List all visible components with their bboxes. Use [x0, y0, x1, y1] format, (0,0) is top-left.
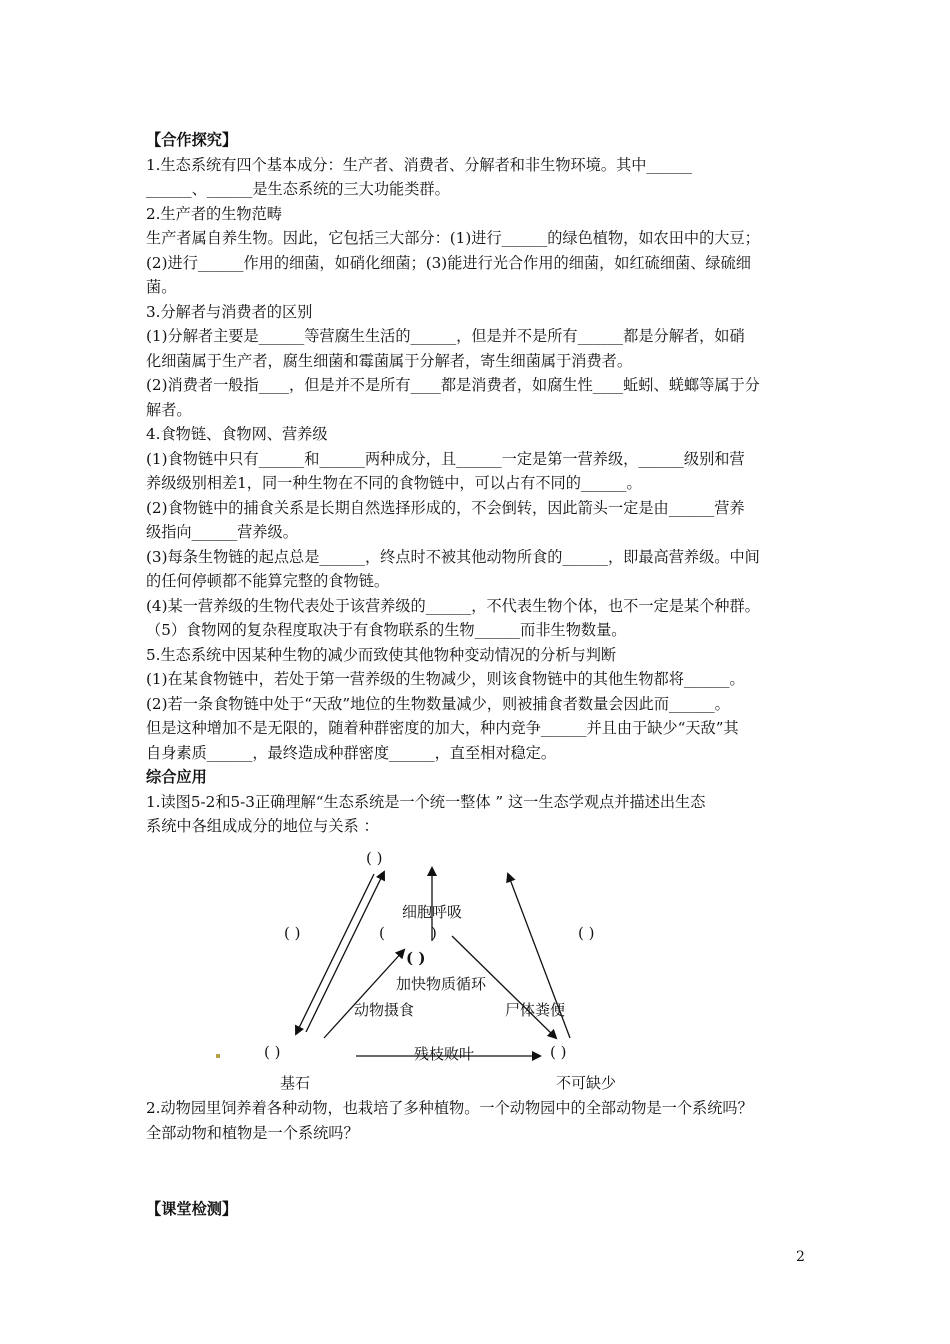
text-line: 4.食物链、食物网、营养级 — [146, 425, 328, 443]
label-litter: 残枝败叶 — [414, 1045, 475, 1063]
diagram-arrows — [146, 846, 816, 1096]
label-indispensable: 不可缺少 — [556, 1074, 617, 1092]
text-line: （5）食物网的复杂程度取决于有食物联系的生物______而非生物数量。 — [146, 621, 627, 639]
text-line: ______、______是生态系统的三大功能类群。 — [146, 180, 450, 198]
text-line: 2.动物园里饲养着各种动物，也栽培了多种植物。一个动物园中的全部动物是一个系统吗？ — [146, 1099, 753, 1117]
label-carcass: 尸体粪便 — [505, 1001, 566, 1019]
ecosystem-diagram — [146, 846, 816, 1096]
text-line: 养级级别相差1，同一种生物在不同的食物链中，可以占有不同的______。 — [146, 474, 642, 492]
text-line: 化细菌属于生产者，腐生细菌和霉菌属于分解者，寄生细菌属于消费者。 — [146, 351, 632, 370]
text-line: (1)食物链中只有______和______两种成分，且______一定是第一营养级，______级别和营 — [146, 449, 745, 468]
center-right-bracket: ) — [431, 924, 437, 942]
text-line: (3)每条生物链的起点总是______，终点时不被其他动物所食的______，即最高营养级。中间 — [146, 547, 760, 566]
text-line: 生产者属自养生物。因此，它包括三大部分：(1)进行______的绿色植物，如农田中的大豆； — [146, 229, 760, 247]
label-accelerate-cycle: 加快物质循环 — [396, 975, 487, 993]
text-line: 系统中各组成成分的地位与关系 ： — [146, 817, 379, 835]
left-mid-bracket: ( ) — [284, 924, 301, 942]
text-line: (2)食物链中的捕食关系是长期自然选择形成的，不会倒转，因此箭头一定是由______营养 — [146, 498, 745, 517]
label-foundation: 基石 — [280, 1074, 311, 1092]
text-line: (2)进行______作用的细菌，如硝化细菌；(3)能进行光合作用的细菌，如红硫细菌、绿硫细 — [146, 253, 751, 272]
text-line: 级指向______营养级。 — [146, 523, 298, 541]
right-mid-bracket: ( ) — [578, 924, 595, 942]
text-line: 1.读图5-2和5-3正确理解“生态系统是一个统一整体 ” 这一生态学观点并描述出生态 — [146, 792, 706, 811]
section-heading-application: 综合应用 — [146, 768, 207, 786]
decorative-dot — [216, 1054, 220, 1058]
text-line: 1.生态系统有四个基本成分：生产者、消费者、分解者和非生物环境。其中______ — [146, 155, 693, 174]
question-2 — [146, 1096, 816, 1145]
center-bracket: ( ) — [406, 949, 426, 967]
text-line: 菌。 — [146, 278, 177, 296]
text-line: (2)若一条食物链中处于“天敌”地位的生物数量减少，则被捕食者数量会因此而______。 — [146, 694, 730, 713]
text-line: (1)在某食物链中，若处于第一营养级的生物减少，则该食物链中的其他生物都将______。 — [146, 670, 745, 688]
bottom-right-bracket: ( ) — [550, 1043, 567, 1061]
text-line: (1)分解者主要是______等营腐生生活的______，但是并不是所有______都是分解者，如硝 — [146, 327, 745, 345]
text-line: 3.分解者与消费者的区别 — [146, 302, 313, 321]
section-heading-cooperative: 【合作探究】 — [146, 131, 238, 149]
text-line: 5.生态系统中因某种生物的减少而致使其他物种变动情况的分析与判断 — [146, 645, 617, 664]
text-line: 的任何停顿都不能算完整的食物链。 — [146, 572, 389, 590]
center-left-bracket: ( — [379, 924, 385, 942]
main-content — [146, 128, 816, 839]
label-animal-feeding: 动物摄食 — [354, 1001, 415, 1019]
top-bracket: ( ) — [366, 849, 383, 867]
text-line: (4)某一营养级的生物代表处于该营养级的______，不代表生物个体，也不一定是某个种群。 — [146, 596, 760, 615]
text-line: 但是这种增加不是无限的，随着种群密度的加大，种内竞争______并且由于缺少“天敌”其 — [146, 719, 739, 737]
text-line: 解者。 — [146, 400, 192, 419]
page-number: 2 — [796, 1249, 805, 1265]
label-respiration: 细胞呼吸 — [402, 903, 463, 921]
text-line: (2)消费者一般指____，但是并不是所有____都是消费者，如腐生性____蚯蚓、蜣螂等属于分 — [146, 376, 760, 394]
arrow-bottomleft-to-center — [324, 950, 404, 1038]
text-line: 2.生产者的生物范畴 — [146, 204, 282, 223]
bottom-left-bracket: ( ) — [264, 1043, 281, 1061]
section-heading-classroom-test: 【课堂检测】 — [146, 1200, 238, 1218]
text-line: 自身素质______，最终造成种群密度______，直至相对稳定。 — [146, 743, 557, 762]
text-line: 全部动物和植物是一个系统吗？ — [146, 1123, 359, 1142]
